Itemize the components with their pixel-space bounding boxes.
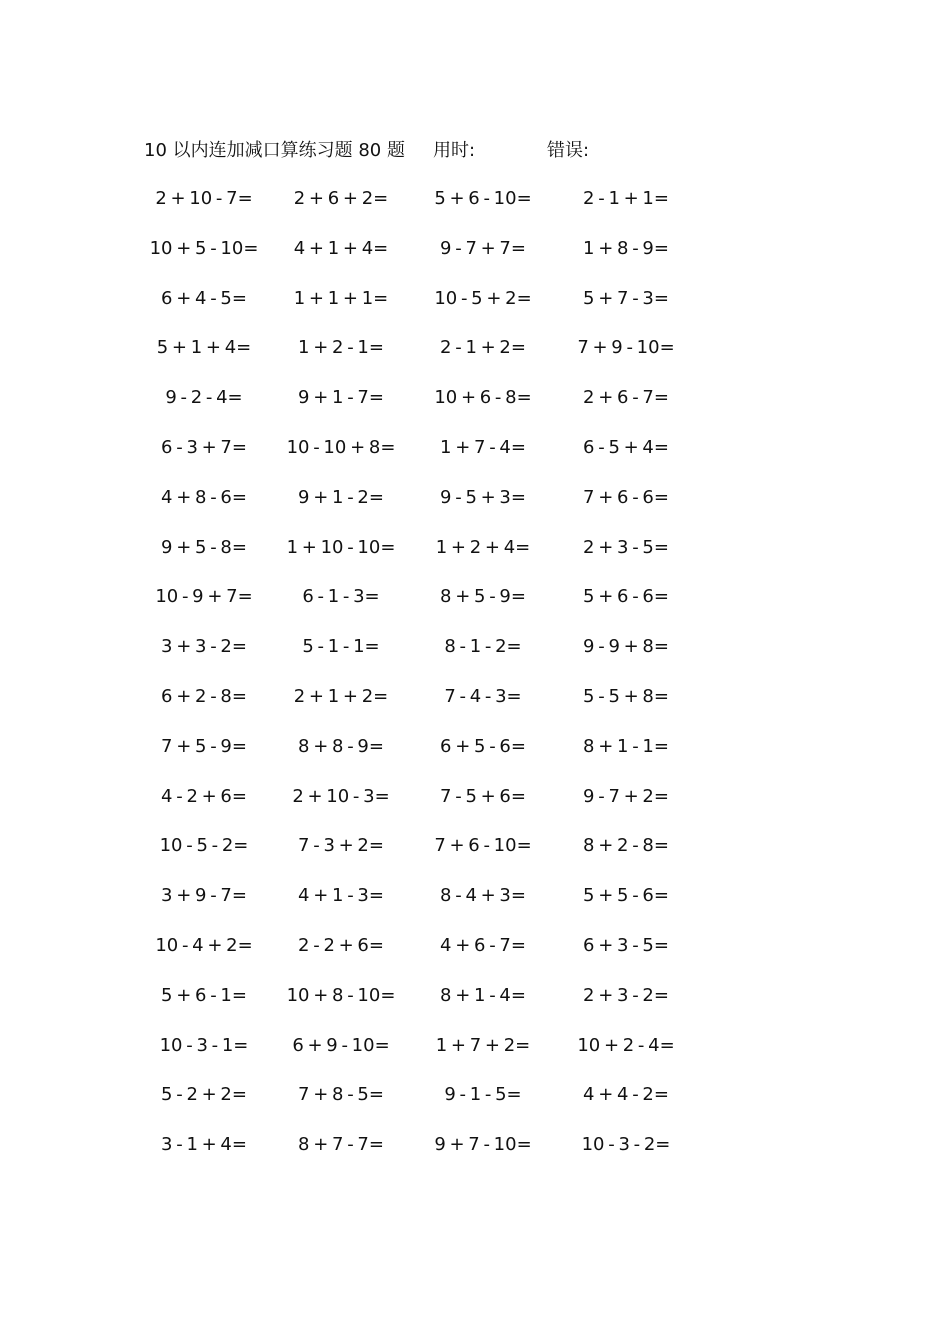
arithmetic-problem: 8 - 4 + 3=: [440, 885, 526, 906]
arithmetic-problem: 2 + 10 - 7=: [155, 188, 253, 209]
arithmetic-problem: 5 + 1 + 4=: [156, 337, 252, 358]
problem-row: [0, 533, 950, 563]
arithmetic-problem: 10 - 3 - 2=: [581, 1134, 671, 1155]
arithmetic-problem: 6 + 5 - 6=: [440, 736, 526, 757]
arithmetic-problem: 8 + 8 - 9=: [298, 736, 384, 757]
arithmetic-problem: 4 + 6 - 7=: [440, 935, 526, 956]
arithmetic-problem: 9 + 5 - 8=: [161, 537, 247, 558]
arithmetic-problem: 4 + 1 + 4=: [293, 238, 389, 259]
arithmetic-problem: 5 + 7 - 3=: [583, 288, 669, 309]
arithmetic-problem: 5 - 5 + 8=: [583, 686, 669, 707]
arithmetic-problem: 2 - 1 + 2=: [440, 337, 526, 358]
arithmetic-problem: 10 - 5 - 2=: [159, 835, 249, 856]
arithmetic-problem: 3 - 1 + 4=: [161, 1134, 247, 1155]
problem-row: [0, 184, 950, 214]
arithmetic-problem: 5 + 5 - 6=: [583, 885, 669, 906]
arithmetic-problem: 1 + 7 - 4=: [440, 437, 526, 458]
problem-row: [0, 682, 950, 712]
arithmetic-problem: 9 - 2 - 4=: [165, 387, 243, 408]
arithmetic-problem: 9 - 5 + 3=: [440, 487, 526, 508]
arithmetic-problem: 5 + 6 - 10=: [434, 188, 532, 209]
arithmetic-problem: 9 - 1 - 5=: [444, 1084, 522, 1105]
arithmetic-problem: 1 + 1 + 1=: [293, 288, 389, 309]
arithmetic-problem: 10 + 5 - 10=: [149, 238, 259, 259]
arithmetic-problem: 1 + 2 + 4=: [435, 537, 531, 558]
arithmetic-problem: 2 + 1 + 2=: [293, 686, 389, 707]
arithmetic-problem: 7 - 4 - 3=: [444, 686, 522, 707]
problem-row: [0, 333, 950, 363]
arithmetic-problem: 8 + 2 - 8=: [583, 835, 669, 856]
problem-row: [0, 483, 950, 513]
arithmetic-problem: 6 - 1 - 3=: [302, 586, 380, 607]
arithmetic-problem: 7 + 9 - 10=: [577, 337, 675, 358]
time-label: 用时:: [433, 140, 476, 161]
arithmetic-problem: 8 + 7 - 7=: [298, 1134, 384, 1155]
arithmetic-problem: 3 + 3 - 2=: [161, 636, 247, 657]
problem-row: [0, 831, 950, 861]
arithmetic-problem: 1 + 8 - 9=: [583, 238, 669, 259]
arithmetic-problem: 2 - 1 + 1=: [583, 188, 669, 209]
arithmetic-problem: 10 + 6 - 8=: [434, 387, 532, 408]
problem-row: [0, 1130, 950, 1160]
arithmetic-problem: 10 - 9 + 7=: [155, 586, 253, 607]
arithmetic-problem: 9 + 1 - 2=: [298, 487, 384, 508]
arithmetic-problem: 7 + 5 - 9=: [161, 736, 247, 757]
arithmetic-problem: 4 + 4 - 2=: [583, 1084, 669, 1105]
arithmetic-problem: 6 - 5 + 4=: [583, 437, 669, 458]
arithmetic-problem: 2 + 6 + 2=: [293, 188, 389, 209]
problem-row: [0, 234, 950, 264]
arithmetic-problem: 9 - 7 + 7=: [440, 238, 526, 259]
arithmetic-problem: 6 + 9 - 10=: [292, 1035, 390, 1056]
arithmetic-problem: 6 + 3 - 5=: [583, 935, 669, 956]
arithmetic-problem: 4 + 1 - 3=: [298, 885, 384, 906]
arithmetic-problem: 7 + 8 - 5=: [298, 1084, 384, 1105]
arithmetic-problem: 10 - 10 + 8=: [286, 437, 396, 458]
arithmetic-problem: 10 - 3 - 1=: [159, 1035, 249, 1056]
arithmetic-problem: 4 - 2 + 6=: [161, 786, 247, 807]
arithmetic-problem: 3 + 9 - 7=: [161, 885, 247, 906]
arithmetic-problem: 9 + 7 - 10=: [434, 1134, 532, 1155]
problem-row: [0, 383, 950, 413]
arithmetic-problem: 10 - 4 + 2=: [155, 935, 253, 956]
problem-row: [0, 732, 950, 762]
arithmetic-problem: 9 + 1 - 7=: [298, 387, 384, 408]
problem-row: [0, 981, 950, 1011]
arithmetic-problem: 5 - 1 - 1=: [302, 636, 380, 657]
arithmetic-problem: 8 + 1 - 1=: [583, 736, 669, 757]
arithmetic-problem: 1 + 7 + 2=: [435, 1035, 531, 1056]
problem-row: [0, 632, 950, 662]
worksheet-title: 10 以内连加减口算练习题 80 题: [144, 140, 405, 161]
arithmetic-problem: 2 + 3 - 2=: [583, 985, 669, 1006]
arithmetic-problem: 5 + 6 - 6=: [583, 586, 669, 607]
problem-row: [0, 782, 950, 812]
arithmetic-problem: 4 + 8 - 6=: [161, 487, 247, 508]
arithmetic-problem: 2 + 10 - 3=: [292, 786, 390, 807]
arithmetic-problem: 8 + 5 - 9=: [440, 586, 526, 607]
problem-row: [0, 1080, 950, 1110]
arithmetic-problem: 7 + 6 - 6=: [583, 487, 669, 508]
arithmetic-problem: 6 + 2 - 8=: [161, 686, 247, 707]
arithmetic-problem: 10 + 8 - 10=: [286, 985, 396, 1006]
error-label: 错误:: [547, 140, 590, 161]
arithmetic-problem: 5 + 6 - 1=: [161, 985, 247, 1006]
arithmetic-problem: 5 - 2 + 2=: [161, 1084, 247, 1105]
arithmetic-problem: 2 + 3 - 5=: [583, 537, 669, 558]
arithmetic-problem: 7 - 5 + 6=: [440, 786, 526, 807]
arithmetic-problem: 10 - 5 + 2=: [434, 288, 532, 309]
problem-row: [0, 284, 950, 314]
arithmetic-problem: 8 + 1 - 4=: [440, 985, 526, 1006]
problem-row: [0, 433, 950, 463]
problem-row: [0, 881, 950, 911]
arithmetic-problem: 2 - 2 + 6=: [298, 935, 384, 956]
arithmetic-problem: 6 + 4 - 5=: [161, 288, 247, 309]
arithmetic-problem: 1 + 2 - 1=: [298, 337, 384, 358]
arithmetic-problem: 1 + 10 - 10=: [286, 537, 396, 558]
arithmetic-problem: 9 - 9 + 8=: [583, 636, 669, 657]
problem-row: [0, 582, 950, 612]
arithmetic-problem: 7 + 6 - 10=: [434, 835, 532, 856]
arithmetic-problem: 8 - 1 - 2=: [444, 636, 522, 657]
arithmetic-problem: 2 + 6 - 7=: [583, 387, 669, 408]
arithmetic-problem: 10 + 2 - 4=: [577, 1035, 675, 1056]
arithmetic-problem: 9 - 7 + 2=: [583, 786, 669, 807]
arithmetic-problem: 7 - 3 + 2=: [298, 835, 384, 856]
problem-row: [0, 931, 950, 961]
arithmetic-problem: 6 - 3 + 7=: [161, 437, 247, 458]
problem-row: [0, 1031, 950, 1061]
